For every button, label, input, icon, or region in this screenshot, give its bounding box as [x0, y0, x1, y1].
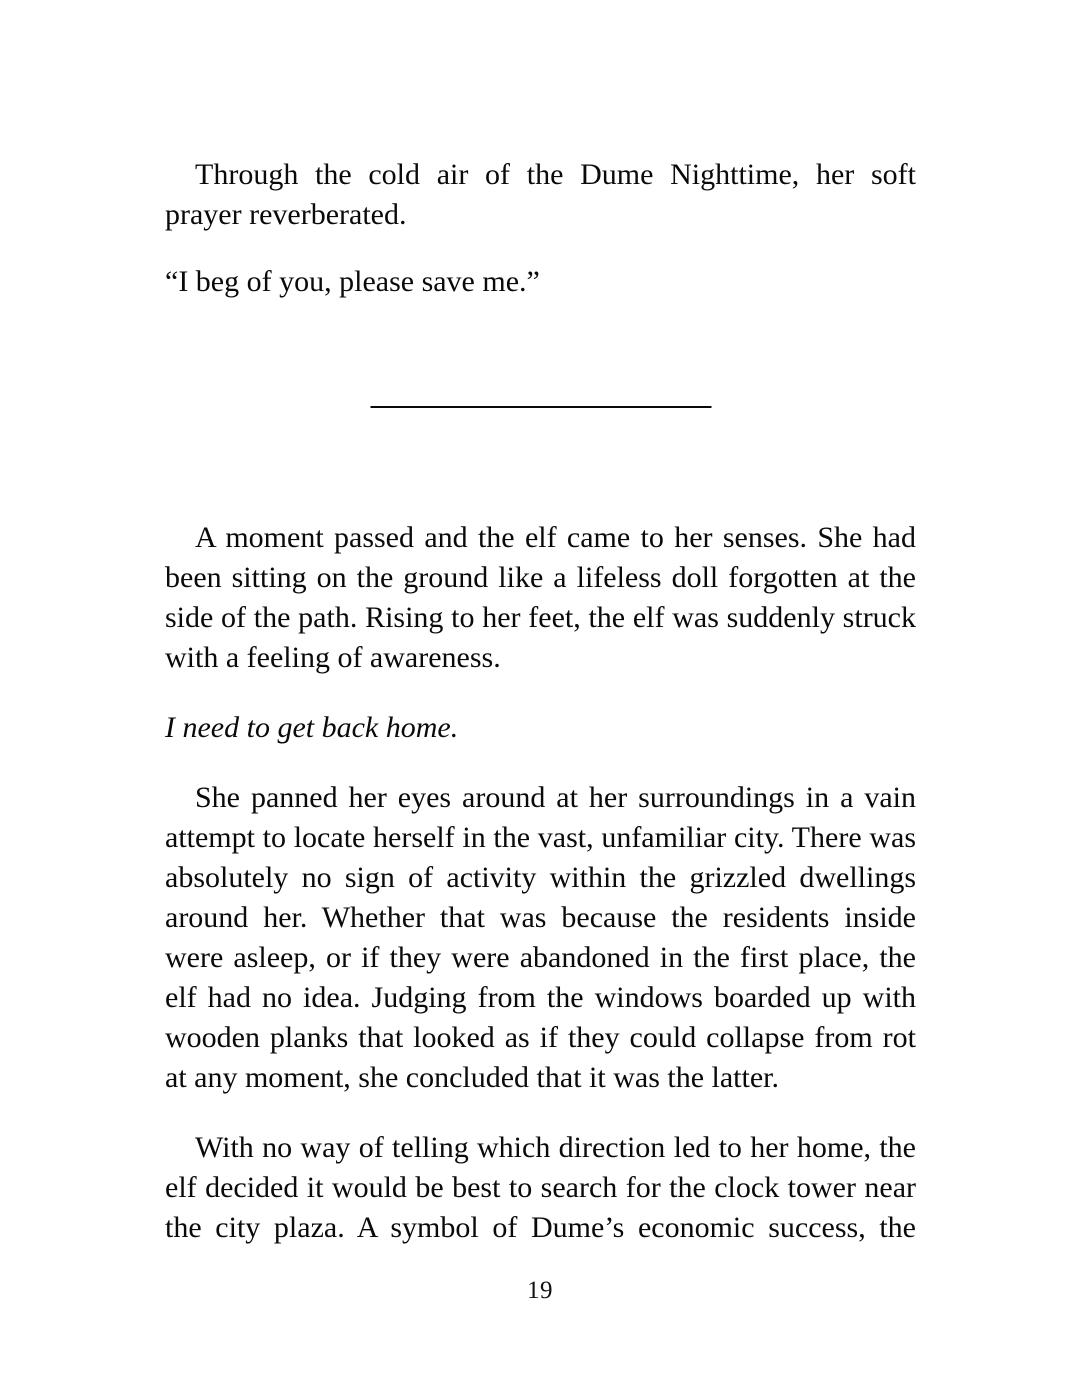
- dialogue-line: “I beg of you, please save me.”: [165, 265, 540, 298]
- paragraph-spacer: [165, 235, 916, 262]
- paragraph-spacer: [165, 1098, 916, 1128]
- paragraph-clock-tower: With no way of telling which direction led to her home, the elf decided it would be best to search for the clock tower near the city plaza. A symbol of Dume’s economic success, the: [165, 1131, 916, 1244]
- text-column: [165, 155, 916, 1288]
- paragraph-opening: Through the cold air of the Dume Nighttime, her soft prayer reverberated.: [165, 158, 916, 231]
- inner-thought-line: I need to get back home.: [165, 711, 459, 744]
- paragraph-spacer: [165, 748, 916, 778]
- section-break: [165, 302, 916, 518]
- paragraph-surroundings: She panned her eyes around at her surroundings in a vain attempt to locate herself in the vast, unfamiliar city. There was absolutely no sign of activity within the grizzled dwellings around her. Whether that was because the residents inside were asleep, or if they were abandoned in the first place, the elf had no idea. Judging from the windows boarded up with wooden planks that looked as if they could collapse from rot at any moment, she concluded that it was the latter.: [165, 781, 916, 1094]
- paragraph-awakening: A moment passed and the elf came to her senses. She had been sitting on the ground like a lifeless doll forgotten at the side of the path. Rising to her feet, the elf was suddenly struck with a feeling of awareness.: [165, 521, 916, 674]
- section-break-rule: [370, 406, 711, 408]
- page-number: 19: [527, 1277, 553, 1304]
- paragraph-spacer: [165, 678, 916, 708]
